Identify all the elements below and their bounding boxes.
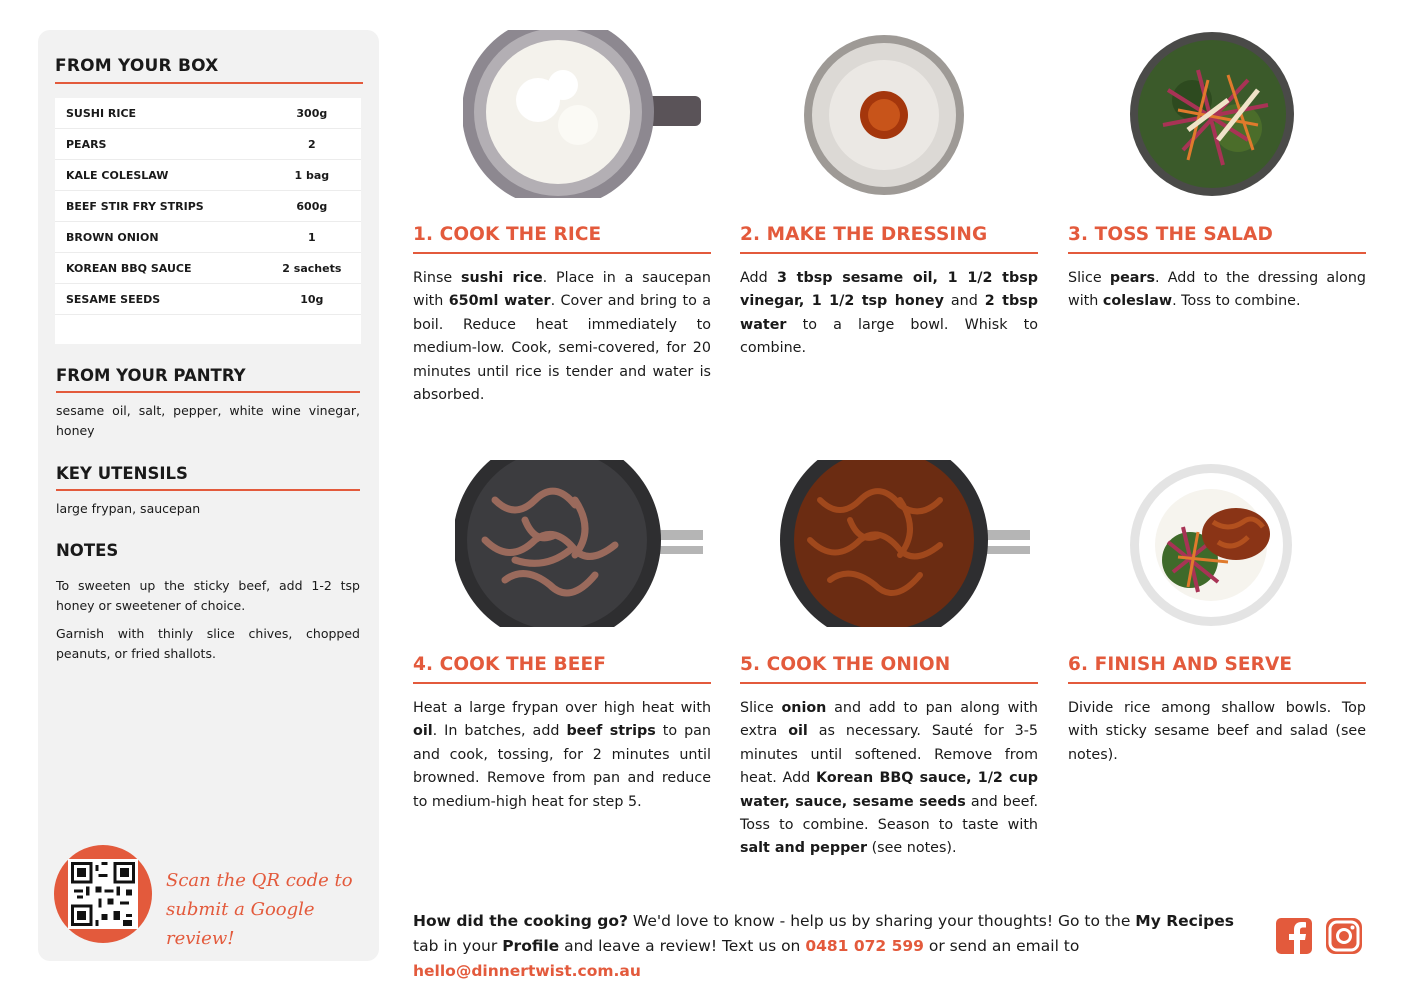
ingredient-qty: 300g <box>296 106 328 120</box>
ingredient-qty: 2 sachets <box>282 261 342 275</box>
sidebar <box>38 30 379 961</box>
ingredient-qty: 2 <box>308 137 316 151</box>
step-5-title: 5. COOK THE ONION <box>740 654 1038 684</box>
facebook-icon[interactable] <box>1276 918 1312 954</box>
beef-frypan-image <box>455 460 705 628</box>
onion-frypan-image <box>780 460 1032 628</box>
ingredient-qty: 10g <box>300 292 324 306</box>
step-5-body: Slice onion and add to pan along with extra oil as necessary. Sauté for 3-5 minutes until softened. Remove from heat. Add Korean BBQ sauce, 1/2 cup water, sauce, sesame seeds and beef. Toss to combine. Season to taste with salt and pepper (see notes). <box>740 700 1038 857</box>
step-6-body: Divide rice among shallow bowls. Top with sticky sesame beef and salad (see notes). <box>1068 700 1366 763</box>
step-1-body: Rinse sushi rice. Place in a saucepan with 650ml water. Cover and bring to a boil. Reduce heat immediately to medium-low. Cook, semi-covered, for 20 minutes until rice is tender and water is absorbed. <box>413 270 711 404</box>
step-1-title: 1. COOK THE RICE <box>413 224 711 254</box>
pantry-heading: FROM YOUR PANTRY <box>56 366 360 393</box>
instagram-icon[interactable] <box>1326 918 1362 954</box>
note-2: Garnish with thinly slice chives, chopped peanuts, or fried shallots. <box>56 626 360 661</box>
ingredient-name: SESAME SEEDS <box>66 292 161 306</box>
ingredient-row <box>55 160 361 191</box>
ingredient-name: SUSHI RICE <box>66 106 137 120</box>
from-your-box-heading: FROM YOUR BOX <box>55 56 363 84</box>
pantry-text: sesame oil, salt, pepper, white wine vinegar, honey <box>56 403 360 438</box>
utensils-text: large frypan, saucepan <box>56 501 201 516</box>
ingredient-qty: 600g <box>296 199 328 213</box>
ingredient-row <box>55 129 361 160</box>
ingredient-name: BROWN ONION <box>66 230 159 244</box>
note-1: To sweeten up the sticky beef, add 1-2 tsp honey or sweetener of choice. <box>56 578 360 613</box>
qr-code[interactable] <box>68 859 138 929</box>
salad-bowl-image <box>1128 30 1296 198</box>
dressing-bowl-image <box>803 34 965 196</box>
ingredient-name: KOREAN BBQ SAUCE <box>66 261 192 275</box>
rice-saucepan-image <box>463 30 703 200</box>
feedback-footer: How did the cooking go? We'd love to know - help us by sharing your thoughts! Go to the My Recipes tab in your Profile and leave a review! Text us on 0481 072 599 or send an email to hello@dinnertwist.com.au <box>413 912 1234 980</box>
ingredients-table <box>55 98 361 344</box>
ingredient-qty: 1 <box>308 230 316 244</box>
ingredient-row <box>55 191 361 222</box>
qr-caption <box>166 866 366 953</box>
ingredient-row <box>55 222 361 253</box>
ingredient-row <box>55 284 361 315</box>
qr-caption-line1: Scan the QR code to <box>166 870 353 891</box>
qr-badge <box>54 845 152 943</box>
step-3-title: 3. TOSS THE SALAD <box>1068 224 1366 254</box>
step-4-title: 4. COOK THE BEEF <box>413 654 711 684</box>
ingredient-name: PEARS <box>66 137 107 151</box>
step-3-body: Slice pears. Add to the dressing along with coleslaw. Toss to combine. <box>1068 270 1366 310</box>
step-2-body: Add 3 tbsp sesame oil, 1 1/2 tbsp vinegar, 1 1/2 tsp honey and 2 tbsp water to a large bowl. Whisk to combine. <box>740 270 1038 357</box>
qr-caption-line2: submit a Google review! <box>166 899 315 949</box>
ingredient-row <box>55 98 361 129</box>
step-4-body: Heat a large frypan over high heat with oil. In batches, add beef strips to pan and cook, tossing, for 2 minutes until browned. Remove from pan and reduce to medium-high heat for step 5. <box>413 700 711 810</box>
ingredient-name: BEEF STIR FRY STRIPS <box>66 199 204 213</box>
email-link[interactable]: hello@dinnertwist.com.au <box>413 962 641 980</box>
phone-link[interactable]: 0481 072 599 <box>805 937 924 955</box>
finished-dish-image <box>1128 462 1294 628</box>
ingredient-qty: 1 bag <box>294 168 330 182</box>
notes-heading: NOTES <box>56 541 119 560</box>
ingredient-name: KALE COLESLAW <box>66 168 169 182</box>
step-6-title: 6. FINISH AND SERVE <box>1068 654 1366 684</box>
step-2-title: 2. MAKE THE DRESSING <box>740 224 1038 254</box>
utensils-heading: KEY UTENSILS <box>56 464 360 491</box>
ingredient-row <box>55 253 361 284</box>
